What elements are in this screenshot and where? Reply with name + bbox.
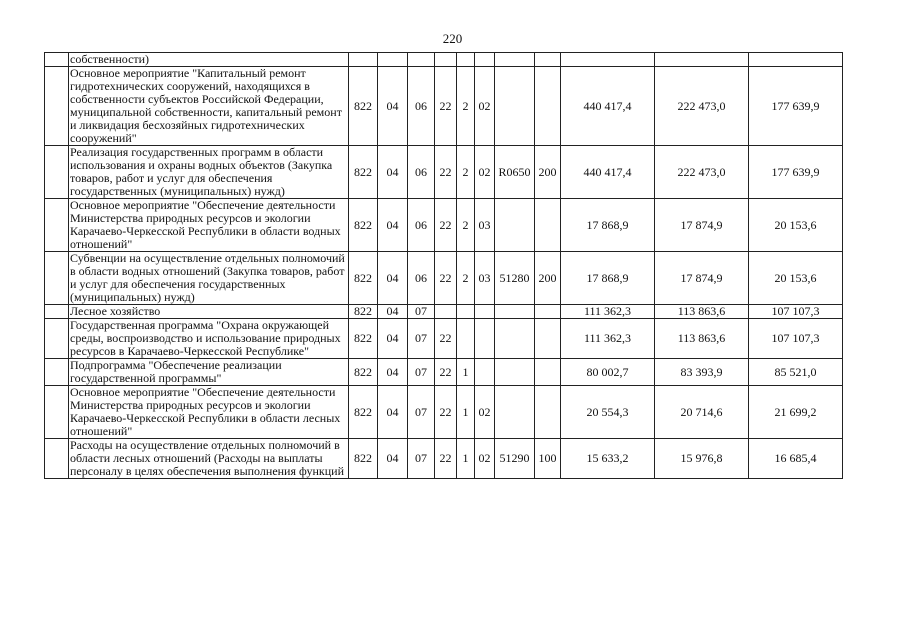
name-cell: Реализация государственных программ в области использования и охраны водных объектов (Закупка товаров, работ и услуг для обеспечения государственных (муниципальных) нужд) xyxy=(69,146,349,199)
amount-year2-cell: 222 473,0 xyxy=(655,146,749,199)
subprogram-cell: 1 xyxy=(457,359,475,386)
subsection-cell: 06 xyxy=(408,146,435,199)
event-cell: 02 xyxy=(475,439,495,479)
event-cell xyxy=(475,319,495,359)
target-cell xyxy=(495,386,535,439)
subprogram-cell: 2 xyxy=(457,146,475,199)
name-cell: Основное мероприятие "Обеспечение деятельности Министерства природных ресурсов и экологии Карачаево-Черкесской Республики в области лесных отношений" xyxy=(69,386,349,439)
ministry-cell: 822 xyxy=(349,146,378,199)
expense-type-cell xyxy=(535,386,561,439)
subprogram-cell xyxy=(457,53,475,67)
amount-year3-cell xyxy=(749,53,843,67)
amount-year3-cell: 20 153,6 xyxy=(749,199,843,252)
subsection-cell: 07 xyxy=(408,319,435,359)
subsection-cell: 07 xyxy=(408,439,435,479)
subprogram-cell: 1 xyxy=(457,439,475,479)
section-cell: 04 xyxy=(378,319,408,359)
table-row xyxy=(45,199,843,252)
subprogram-cell: 2 xyxy=(457,199,475,252)
name-cell: Расходы на осуществление отдельных полномочий в области лесных отношений (Расходы на выплаты персоналу в целях обеспечения выполнения функций xyxy=(69,439,349,479)
subsection-cell xyxy=(408,53,435,67)
amount-year3-cell: 107 107,3 xyxy=(749,305,843,319)
amount-year2-cell xyxy=(655,53,749,67)
name-cell: Основное мероприятие "Капитальный ремонт гидротехнических сооружений, находящихся в собственности субъектов Российской Федерации, муниципальной собственности, капитальный ремонт и ликвидация бесхозяйных гидротехнических сооружений" xyxy=(69,67,349,146)
subprogram-cell: 2 xyxy=(457,252,475,305)
table-row xyxy=(45,305,843,319)
target-cell xyxy=(495,359,535,386)
section-cell: 04 xyxy=(378,67,408,146)
subprogram-cell xyxy=(457,305,475,319)
ministry-cell: 822 xyxy=(349,252,378,305)
target-cell: 51280 xyxy=(495,252,535,305)
program-cell xyxy=(435,53,457,67)
table-row xyxy=(45,359,843,386)
name-cell: собственности) xyxy=(69,53,349,67)
event-cell: 02 xyxy=(475,146,495,199)
table-body xyxy=(45,53,843,479)
section-cell: 04 xyxy=(378,252,408,305)
spacer-cell xyxy=(45,386,69,439)
ministry-cell: 822 xyxy=(349,199,378,252)
subsection-cell: 06 xyxy=(408,199,435,252)
amount-year1-cell: 17 868,9 xyxy=(561,199,655,252)
expense-type-cell: 100 xyxy=(535,439,561,479)
amount-year3-cell: 177 639,9 xyxy=(749,146,843,199)
section-cell: 04 xyxy=(378,439,408,479)
expense-type-cell xyxy=(535,67,561,146)
ministry-cell: 822 xyxy=(349,386,378,439)
subsection-cell: 06 xyxy=(408,67,435,146)
amount-year1-cell: 15 633,2 xyxy=(561,439,655,479)
event-cell: 03 xyxy=(475,199,495,252)
subsection-cell: 07 xyxy=(408,359,435,386)
program-cell: 22 xyxy=(435,199,457,252)
event-cell: 03 xyxy=(475,252,495,305)
amount-year3-cell: 20 153,6 xyxy=(749,252,843,305)
spacer-cell xyxy=(45,199,69,252)
target-cell: 51290 xyxy=(495,439,535,479)
expense-type-cell: 200 xyxy=(535,146,561,199)
amount-year2-cell: 15 976,8 xyxy=(655,439,749,479)
spacer-cell xyxy=(45,146,69,199)
amount-year2-cell: 17 874,9 xyxy=(655,199,749,252)
name-cell: Подпрограмма "Обеспечение реализации государственной программы" xyxy=(69,359,349,386)
name-cell: Субвенции на осуществление отдельных полномочий в области водных отношений (Закупка товаров, работ и услуг для обеспечения государственных (муниципальных) нужд) xyxy=(69,252,349,305)
target-cell xyxy=(495,305,535,319)
amount-year3-cell: 85 521,0 xyxy=(749,359,843,386)
name-cell: Основное мероприятие "Обеспечение деятельности Министерства природных ресурсов и экологии Карачаево-Черкесской Республики в области водных отношений" xyxy=(69,199,349,252)
ministry-cell: 822 xyxy=(349,439,378,479)
spacer-cell xyxy=(45,439,69,479)
event-cell xyxy=(475,305,495,319)
spacer-cell xyxy=(45,252,69,305)
event-cell xyxy=(475,359,495,386)
name-cell: Лесное хозяйство xyxy=(69,305,349,319)
spacer-cell xyxy=(45,67,69,146)
amount-year2-cell: 83 393,9 xyxy=(655,359,749,386)
ministry-cell: 822 xyxy=(349,305,378,319)
amount-year1-cell xyxy=(561,53,655,67)
budget-table xyxy=(44,52,843,479)
expense-type-cell xyxy=(535,359,561,386)
expense-type-cell xyxy=(535,319,561,359)
spacer-cell xyxy=(45,359,69,386)
target-cell xyxy=(495,53,535,67)
amount-year3-cell: 21 699,2 xyxy=(749,386,843,439)
event-cell: 02 xyxy=(475,386,495,439)
subsection-cell: 07 xyxy=(408,305,435,319)
amount-year2-cell: 17 874,9 xyxy=(655,252,749,305)
program-cell xyxy=(435,305,457,319)
program-cell: 22 xyxy=(435,359,457,386)
program-cell: 22 xyxy=(435,146,457,199)
amount-year1-cell: 111 362,3 xyxy=(561,305,655,319)
target-cell xyxy=(495,199,535,252)
name-cell: Государственная программа "Охрана окружающей среды, воспроизводство и использование природных ресурсов в Карачаево-Черкесской Республике" xyxy=(69,319,349,359)
program-cell: 22 xyxy=(435,67,457,146)
amount-year3-cell: 107 107,3 xyxy=(749,319,843,359)
expense-type-cell: 200 xyxy=(535,252,561,305)
program-cell: 22 xyxy=(435,319,457,359)
table-row xyxy=(45,67,843,146)
subprogram-cell xyxy=(457,319,475,359)
spacer-cell xyxy=(45,305,69,319)
target-cell xyxy=(495,67,535,146)
subprogram-cell: 2 xyxy=(457,67,475,146)
table-row xyxy=(45,319,843,359)
table-row xyxy=(45,386,843,439)
amount-year1-cell: 20 554,3 xyxy=(561,386,655,439)
section-cell: 04 xyxy=(378,305,408,319)
section-cell: 04 xyxy=(378,146,408,199)
ministry-cell xyxy=(349,53,378,67)
table-row xyxy=(45,439,843,479)
table-row xyxy=(45,53,843,67)
ministry-cell: 822 xyxy=(349,319,378,359)
subsection-cell: 06 xyxy=(408,252,435,305)
amount-year2-cell: 113 863,6 xyxy=(655,305,749,319)
subsection-cell: 07 xyxy=(408,386,435,439)
section-cell: 04 xyxy=(378,199,408,252)
spacer-cell xyxy=(45,53,69,67)
section-cell: 04 xyxy=(378,386,408,439)
amount-year2-cell: 113 863,6 xyxy=(655,319,749,359)
ministry-cell: 822 xyxy=(349,67,378,146)
amount-year2-cell: 20 714,6 xyxy=(655,386,749,439)
table-row xyxy=(45,252,843,305)
ministry-cell: 822 xyxy=(349,359,378,386)
program-cell: 22 xyxy=(435,439,457,479)
program-cell: 22 xyxy=(435,252,457,305)
table-row xyxy=(45,146,843,199)
amount-year1-cell: 80 002,7 xyxy=(561,359,655,386)
expense-type-cell xyxy=(535,305,561,319)
target-cell: R0650 xyxy=(495,146,535,199)
spacer-cell xyxy=(45,319,69,359)
program-cell: 22 xyxy=(435,386,457,439)
amount-year1-cell: 111 362,3 xyxy=(561,319,655,359)
section-cell: 04 xyxy=(378,359,408,386)
target-cell xyxy=(495,319,535,359)
amount-year3-cell: 177 639,9 xyxy=(749,67,843,146)
expense-type-cell xyxy=(535,199,561,252)
section-cell xyxy=(378,53,408,67)
amount-year3-cell: 16 685,4 xyxy=(749,439,843,479)
amount-year2-cell: 222 473,0 xyxy=(655,67,749,146)
amount-year1-cell: 440 417,4 xyxy=(561,146,655,199)
amount-year1-cell: 440 417,4 xyxy=(561,67,655,146)
amount-year1-cell: 17 868,9 xyxy=(561,252,655,305)
page-number: 220 xyxy=(442,31,463,46)
expense-type-cell xyxy=(535,53,561,67)
event-cell: 02 xyxy=(475,67,495,146)
event-cell xyxy=(475,53,495,67)
subprogram-cell: 1 xyxy=(457,386,475,439)
